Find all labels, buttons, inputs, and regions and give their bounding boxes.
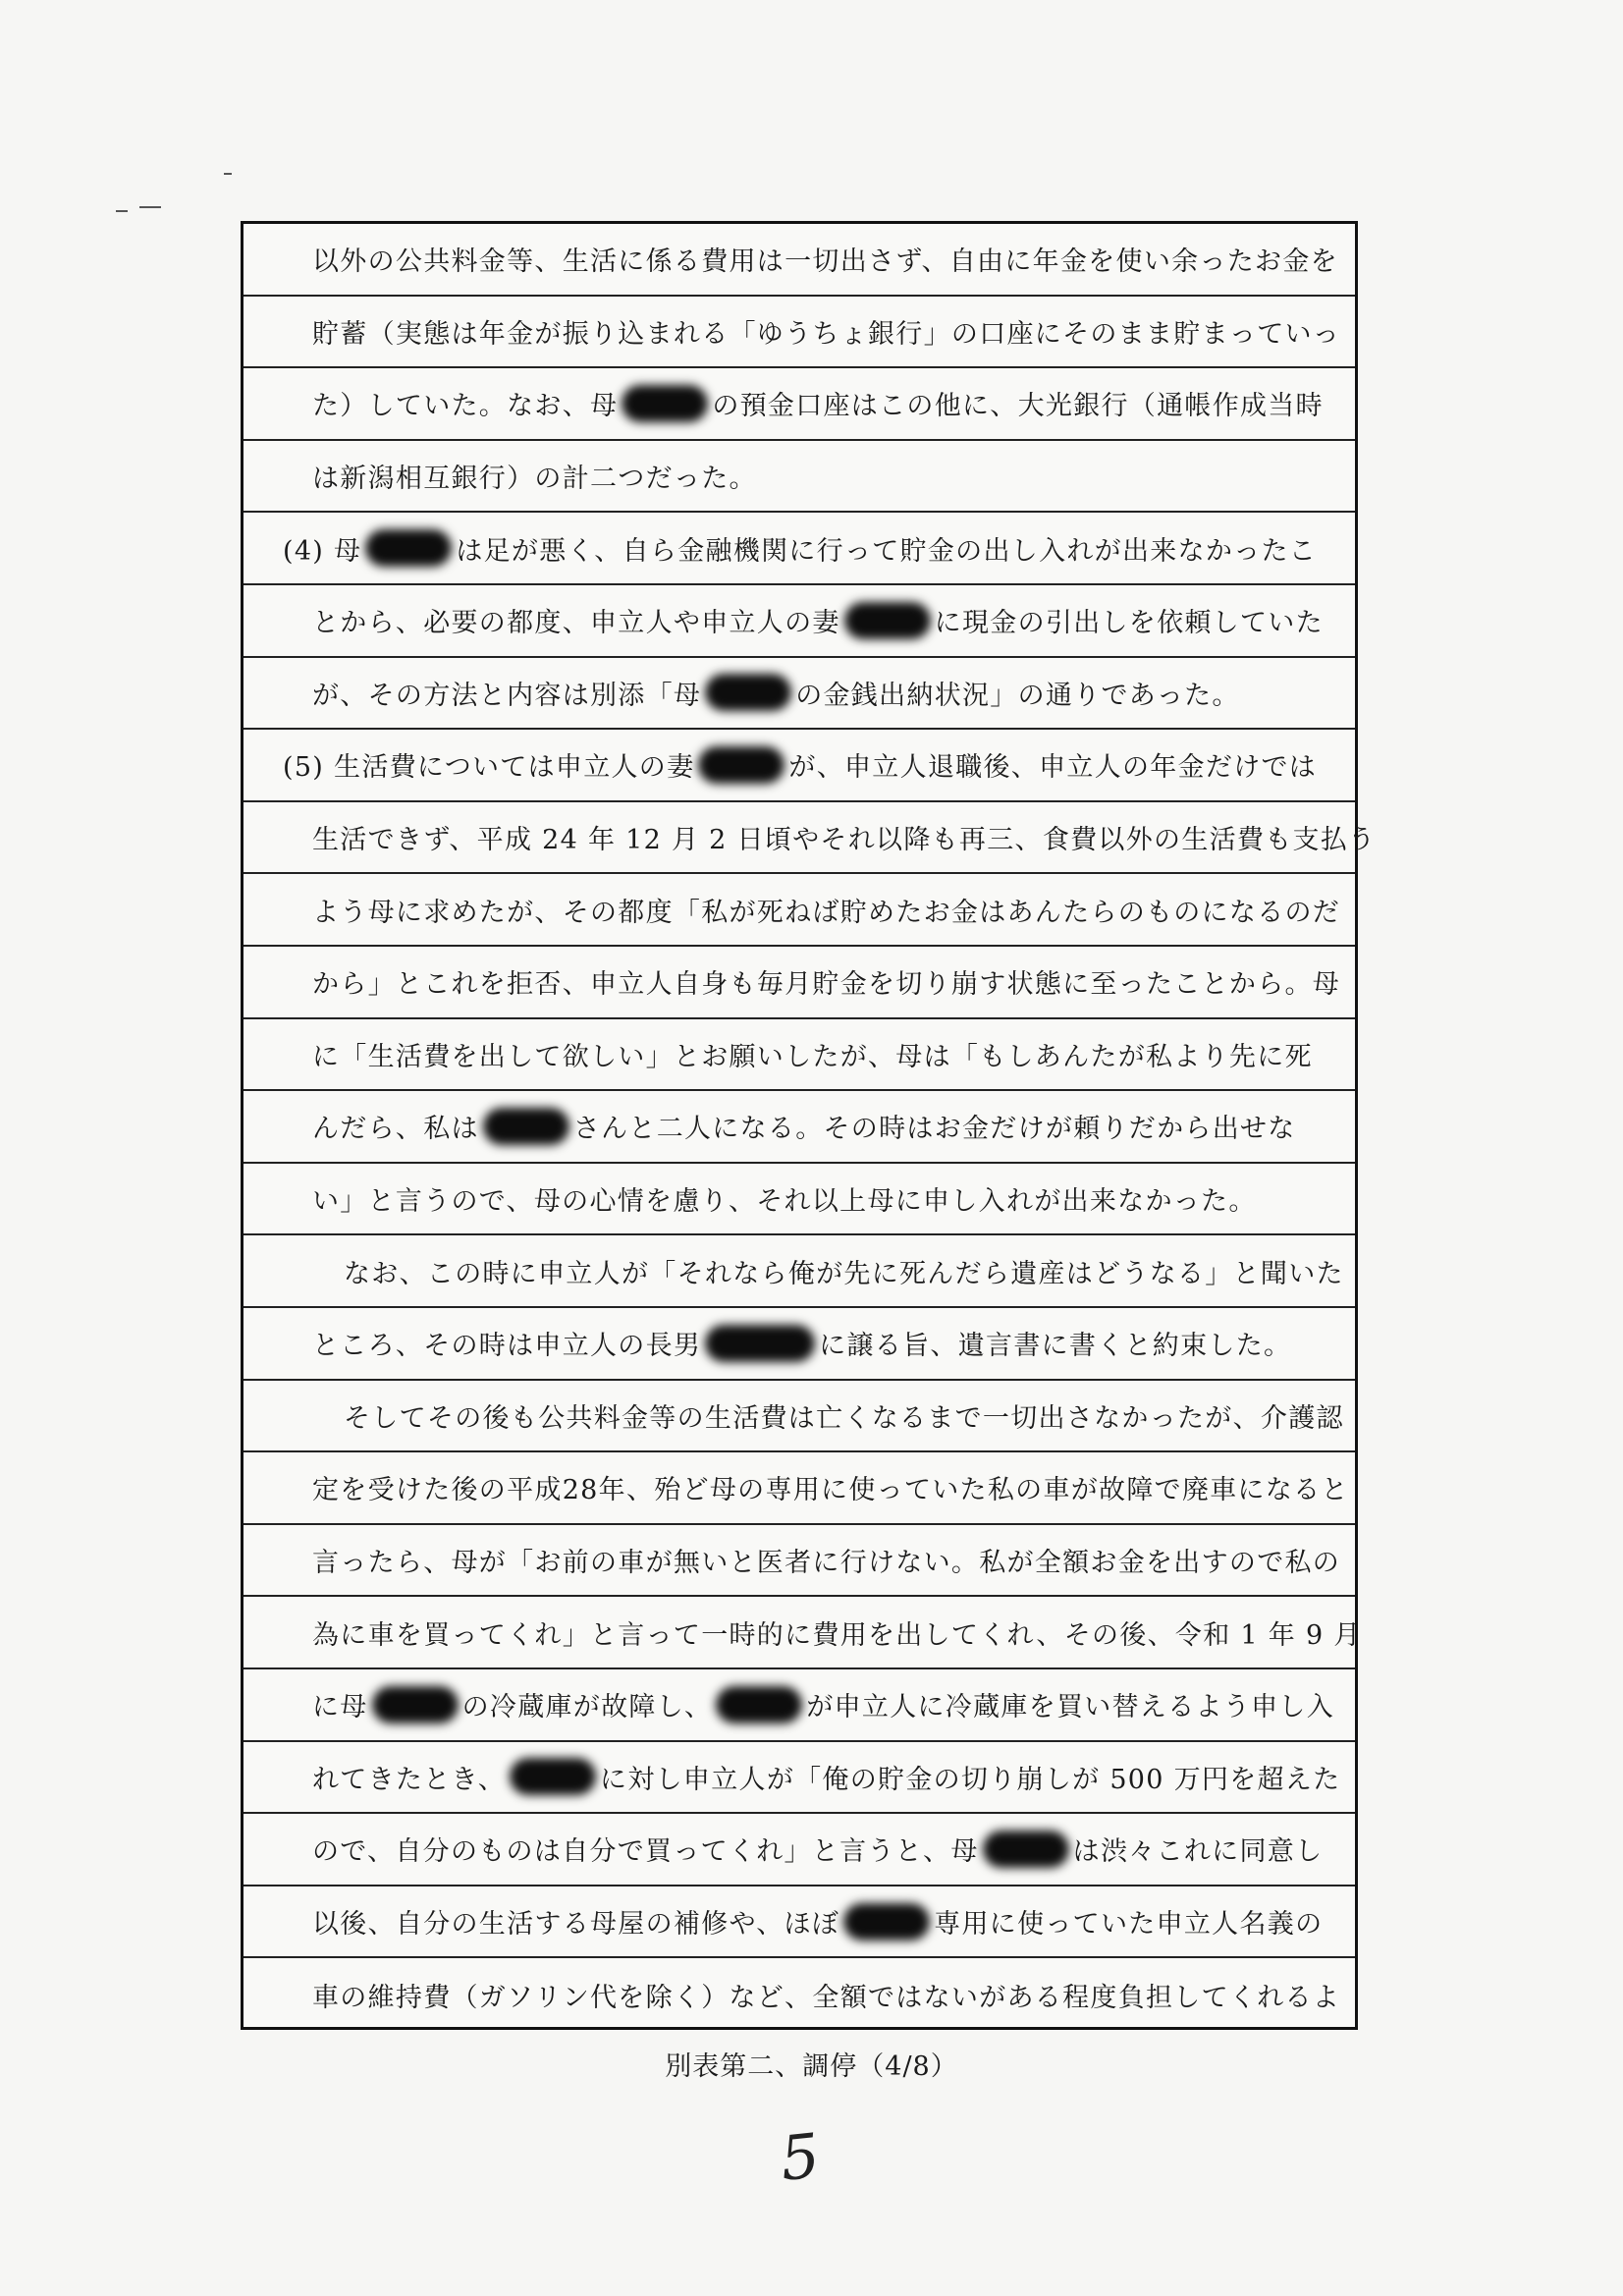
text-line (243, 1235, 1355, 1308)
text-line (243, 1381, 1355, 1453)
line-text: 言ったら、母が「お前の車が無いと医者に行けない。私が全額お金を出すので私の (312, 1548, 1341, 1579)
text-line (243, 441, 1355, 514)
line-text: 定を受けた後の平成28年、殆ど母の専用に使っていた私の車が故障で廃車になると (312, 1475, 1349, 1506)
line-text: んだら、私は (312, 1114, 479, 1145)
redaction-mark (365, 529, 452, 567)
text-line (243, 1019, 1355, 1092)
line-text: の金銭出納状況」の通りであった。 (795, 680, 1240, 711)
text-line (243, 1308, 1355, 1381)
line-text: さんと二人になる。その時はお金だけが頼りだから出せな (572, 1114, 1296, 1145)
text-line (243, 585, 1355, 658)
text-line (243, 1958, 1355, 2031)
line-text: は渋々これに同意し (1072, 1836, 1324, 1868)
line-text: 車の維持費（ガソリン代を除く）など、全額ではないがある程度負担してくれるよ (312, 1982, 1341, 2013)
line-text: ので、自分のものは自分で買ってくれ」と言うと、母 (312, 1836, 979, 1868)
line-text: ところ、その時は申立人の長男 (312, 1331, 702, 1362)
line-text: に現金の引出しを依頼していた (934, 608, 1324, 639)
line-text: の冷蔵庫が故障し、 (461, 1692, 713, 1723)
text-line (243, 1452, 1355, 1525)
line-text: に「生活費を出して欲しい」とお願いしたが、母は「もしあんたが私より先に死 (312, 1041, 1313, 1072)
scan-mark (116, 210, 128, 212)
line-text: 貯蓄（実態は年金が振り込まれる「ゆうちょ銀行」の口座にそのまま貯まっていっ (312, 318, 1341, 350)
line-text: 生活できず、平成 24 年 12 月 2 日頃やそれ以降も再三、食費以外の生活費も支払う (312, 825, 1377, 856)
line-text: れてきたとき、 (312, 1764, 507, 1795)
text-line (243, 947, 1355, 1019)
text-line (243, 368, 1355, 441)
line-text: とから、必要の都度、申立人や申立人の妻 (312, 608, 840, 639)
redaction-mark (372, 1686, 459, 1723)
line-text: が申立人に冷蔵庫を買い替えるよう申し入 (806, 1692, 1335, 1723)
line-text: が、申立人退職後、申立人の年金だけでは (788, 752, 1318, 784)
scan-mark (139, 206, 161, 208)
handwritten-page-number: 5 (777, 2119, 824, 2195)
redaction-mark (844, 602, 931, 639)
line-text: い」と言うので、母の心情を慮り、それ以上母に申し入れが出来なかった。 (312, 1186, 1257, 1218)
redaction-mark (698, 746, 784, 784)
line-text: そしてその後も公共料金等の生活費は亡くなるまで一切出さなかったが、介護認 (344, 1402, 1344, 1434)
text-line (243, 1886, 1355, 1959)
line-text: た）していた。なお、母 (312, 391, 619, 422)
text-line (243, 1525, 1355, 1598)
line-text: に母 (312, 1692, 368, 1723)
ruled-form (241, 221, 1377, 2030)
line-text: 以外の公共料金等、生活に係る費用は一切出さず、自由に年金を使い余ったお金を (312, 246, 1338, 278)
redaction-mark (705, 1325, 815, 1362)
line-text: が、その方法と内容は別添「母 (312, 680, 702, 711)
line-text: に譲る旨、遺言書に書くと約束した。 (819, 1331, 1292, 1362)
text-line (243, 730, 1355, 802)
line-text: に対し申立人が「俺の貯金の切り崩しが 500 万円を超えた (600, 1764, 1341, 1795)
line-text: よう母に求めたが、その都度「私が死ねば貯めたお金はあんたらのものになるのだ (312, 897, 1341, 928)
line-text: (5) 生活費については申立人の妻 (283, 752, 695, 784)
line-text: 専用に使っていた申立人名義の (934, 1909, 1324, 1941)
text-line (243, 513, 1355, 585)
text-line (243, 1164, 1355, 1236)
line-text: から」とこれを拒否、申立人自身も毎月貯金を切り崩す状態に至ったことから。母 (312, 969, 1341, 1001)
line-text: は足が悪く、自ら金融機関に行って貯金の出し入れが出来なかったこ (456, 535, 1318, 567)
text-line (243, 874, 1355, 947)
redaction-mark (622, 385, 708, 422)
footer-caption: 別表第二、調停（4/8） (665, 2051, 958, 2082)
line-text: 為に車を買ってくれ」と言って一時的に費用を出してくれ、その後、令和 1 年 9 月 (312, 1619, 1362, 1651)
text-line (243, 1742, 1355, 1815)
line-text: は新潟相互銀行）の計二つだった。 (312, 464, 757, 495)
redaction-mark (483, 1108, 569, 1145)
line-text: 以後、自分の生活する母屋の補修や、ほぼ (312, 1909, 840, 1941)
text-line (243, 658, 1355, 731)
text-line (243, 1597, 1362, 1669)
line-text: なお、この時に申立人が「それなら俺が先に死んだら遺産はどうなる」と聞いた (344, 1258, 1344, 1289)
redaction-mark (716, 1686, 802, 1723)
line-text: の預金口座はこの他に、大光銀行（通帳作成当時 (712, 391, 1324, 422)
redaction-mark (983, 1831, 1069, 1868)
text-line (243, 1091, 1355, 1164)
text-line (243, 802, 1377, 875)
text-line (243, 297, 1355, 369)
redaction-mark (705, 674, 791, 711)
redaction-mark (843, 1903, 930, 1941)
text-line (243, 1669, 1355, 1742)
line-text: (4) 母 (283, 535, 362, 567)
redaction-mark (510, 1758, 596, 1795)
scan-mark (224, 173, 232, 175)
text-line (243, 1814, 1355, 1886)
text-line (243, 224, 1355, 297)
